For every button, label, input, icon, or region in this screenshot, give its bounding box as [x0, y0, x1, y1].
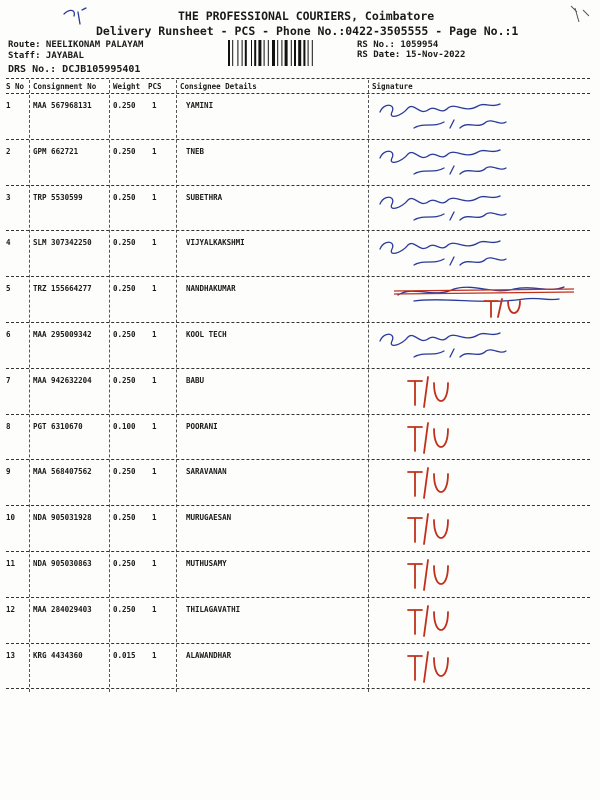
- row-weight: 0.250: [113, 604, 136, 614]
- row-consignee: MURUGAESAN: [186, 513, 232, 523]
- document-subtitle: Delivery Runsheet - PCS - Phone No.:0422-3505555 - Page No.:1: [96, 24, 519, 38]
- row-pcs: 1: [152, 146, 157, 156]
- ink-stroke: [408, 606, 448, 636]
- row-sno: 8: [6, 421, 11, 431]
- ink-stroke: [380, 333, 500, 345]
- row-consignment-no: MAA 942632204: [33, 375, 92, 385]
- tu-remark: [374, 373, 584, 411]
- row-consignee: KOOL TECH: [186, 330, 227, 339]
- signature-drawing: [374, 98, 584, 136]
- header-weight: Weight: [113, 82, 141, 91]
- row-consignee: THILAGAVATHI: [186, 604, 241, 614]
- header-consignee: Consignee Details: [180, 82, 257, 91]
- row-divider: [6, 551, 590, 552]
- row-sno: 12: [6, 604, 16, 614]
- tu-remark: [374, 281, 584, 319]
- row-consignment-no: PGT 6310670: [33, 421, 83, 431]
- row-weight: 0.250: [113, 559, 136, 568]
- header-consignment: Consignment No: [33, 82, 97, 91]
- row-pcs: 1: [152, 284, 157, 294]
- row-pcs: 1: [152, 513, 157, 523]
- row-pcs: 1: [152, 467, 157, 477]
- row-divider: [6, 688, 590, 689]
- row-weight: 0.015: [113, 650, 136, 660]
- row-weight: 0.250: [113, 467, 136, 477]
- row-consignment-no: GPM 662721: [33, 146, 79, 156]
- staff-label: Staff: JAYABAL: [8, 51, 84, 61]
- row-pcs: 1: [152, 559, 157, 568]
- row-pcs: 1: [152, 192, 157, 202]
- row-divider: [6, 276, 590, 277]
- row-sno: 4: [6, 238, 11, 248]
- row-consignee: VIJYALKAKSHMI: [186, 238, 245, 248]
- ink-stroke: [408, 652, 448, 682]
- ink-stroke: [408, 468, 448, 498]
- row-divider: [6, 459, 590, 460]
- handwritten-signature: [374, 327, 584, 365]
- column-divider: [29, 80, 30, 692]
- signature-drawing: [374, 144, 584, 182]
- ink-stroke: [484, 299, 520, 317]
- signature-drawing: [374, 648, 584, 686]
- row-consignment-no: NDA 905031928: [33, 513, 92, 523]
- row-weight: 0.250: [113, 238, 136, 248]
- corner-pen-mark: [565, 2, 595, 28]
- tu-remark: [374, 419, 584, 457]
- row-consignment-no: TRP 5530599: [33, 192, 83, 202]
- ink-stroke: [414, 257, 506, 265]
- row-consignment-no: SLM 307342250: [33, 238, 92, 248]
- handwritten-signature: [374, 144, 584, 182]
- row-pcs: 1: [152, 101, 157, 110]
- ink-stroke: [408, 377, 448, 407]
- rs-date: RS Date: 15-Nov-2022: [357, 50, 466, 60]
- row-consignment-no: NDA 905030863: [33, 559, 92, 568]
- tu-remark: [374, 602, 584, 640]
- ink-stroke: [408, 560, 448, 590]
- row-consignment-no: MAA 295009342: [33, 330, 92, 339]
- ink-stroke: [408, 514, 448, 544]
- row-consignee: BABU: [186, 375, 205, 385]
- row-consignee: TNEB: [186, 146, 205, 156]
- barcode: [228, 40, 350, 66]
- handwritten-signature: [374, 190, 584, 228]
- row-divider: [6, 505, 590, 506]
- row-sno: 3: [6, 192, 11, 202]
- signature-drawing: [374, 373, 584, 411]
- ink-stroke: [380, 196, 500, 208]
- row-divider: [6, 368, 590, 369]
- signature-drawing: [374, 327, 584, 365]
- row-divider: [6, 322, 590, 323]
- row-consignee: SARAVANAN: [186, 467, 227, 477]
- tu-remark: [374, 510, 584, 548]
- row-divider: [6, 230, 590, 231]
- row-divider: [6, 139, 590, 140]
- table-top-rule: [6, 78, 590, 79]
- row-sno: 11: [6, 559, 16, 568]
- row-sno: 13: [6, 650, 16, 660]
- signature-drawing: [374, 281, 584, 319]
- row-pcs: 1: [152, 604, 157, 614]
- row-consignee: SUBETHRA: [186, 192, 223, 202]
- row-weight: 0.250: [113, 513, 136, 523]
- drs-number: DRS No.: DCJB105995401: [8, 64, 141, 75]
- row-weight: 0.250: [113, 101, 136, 110]
- tu-remark: [374, 648, 584, 686]
- row-divider: [6, 643, 590, 644]
- row-pcs: 1: [152, 421, 157, 431]
- ink-stroke: [414, 166, 506, 174]
- row-sno: 1: [6, 101, 11, 110]
- row-weight: 0.250: [113, 192, 136, 202]
- table-header-rule: [6, 93, 590, 94]
- row-consignment-no: MAA 284029403: [33, 604, 92, 614]
- row-sno: 10: [6, 513, 16, 523]
- row-pcs: 1: [152, 650, 157, 660]
- row-consignee: NANDHAKUMAR: [186, 284, 236, 294]
- signature-drawing: [374, 602, 584, 640]
- row-weight: 0.250: [113, 284, 136, 294]
- row-divider: [6, 185, 590, 186]
- row-sno: 9: [6, 467, 11, 477]
- route-label: Route: NEELIKONAM PALAYAM: [8, 40, 144, 50]
- signature-drawing: [374, 235, 584, 273]
- row-consignee: MUTHUSAMY: [186, 559, 227, 568]
- column-divider: [176, 80, 177, 692]
- column-divider: [109, 80, 110, 692]
- signature-drawing: [374, 464, 584, 502]
- handwritten-signature: [374, 98, 584, 136]
- row-weight: 0.250: [113, 146, 136, 156]
- row-consignment-no: TRZ 155664277: [33, 284, 92, 294]
- pen-scribble-mark: [60, 4, 100, 30]
- row-consignee: YAMINI: [186, 101, 214, 110]
- tu-remark: [374, 556, 584, 594]
- header-pcs: PCS: [148, 82, 162, 91]
- row-pcs: 1: [152, 375, 157, 385]
- ink-stroke: [408, 423, 448, 453]
- row-consignment-no: MAA 568407562: [33, 467, 92, 477]
- row-sno: 7: [6, 375, 11, 385]
- rs-number: RS No.: 1059954: [357, 40, 439, 50]
- signature-drawing: [374, 510, 584, 548]
- ink-stroke: [414, 349, 506, 357]
- row-sno: 2: [6, 146, 11, 156]
- column-divider: [368, 80, 369, 692]
- ink-stroke: [380, 241, 500, 253]
- row-consignee: ALAWANDHAR: [186, 650, 232, 660]
- row-weight: 0.100: [113, 421, 136, 431]
- row-sno: 6: [6, 330, 11, 339]
- row-divider: [6, 414, 590, 415]
- row-pcs: 1: [152, 330, 157, 339]
- tu-remark: [374, 464, 584, 502]
- row-consignee: POORANI: [186, 421, 218, 431]
- ink-stroke: [414, 212, 506, 220]
- row-pcs: 1: [152, 238, 157, 248]
- signature-drawing: [374, 190, 584, 228]
- row-weight: 0.250: [113, 375, 136, 385]
- ink-stroke: [414, 120, 506, 128]
- row-consignment-no: KRG 4434360: [33, 650, 83, 660]
- document-title: THE PROFESSIONAL COURIERS, Coimbatore: [178, 9, 435, 23]
- header-signature: Signature: [372, 82, 413, 91]
- signature-drawing: [374, 419, 584, 457]
- row-divider: [6, 597, 590, 598]
- row-weight: 0.250: [113, 330, 136, 339]
- row-sno: 5: [6, 284, 11, 294]
- header-sno: S No: [6, 82, 25, 91]
- row-consignment-no: MAA 567968131: [33, 101, 92, 110]
- ink-stroke: [380, 150, 500, 162]
- handwritten-signature: [374, 235, 584, 273]
- signature-drawing: [374, 556, 584, 594]
- ink-stroke: [380, 104, 500, 116]
